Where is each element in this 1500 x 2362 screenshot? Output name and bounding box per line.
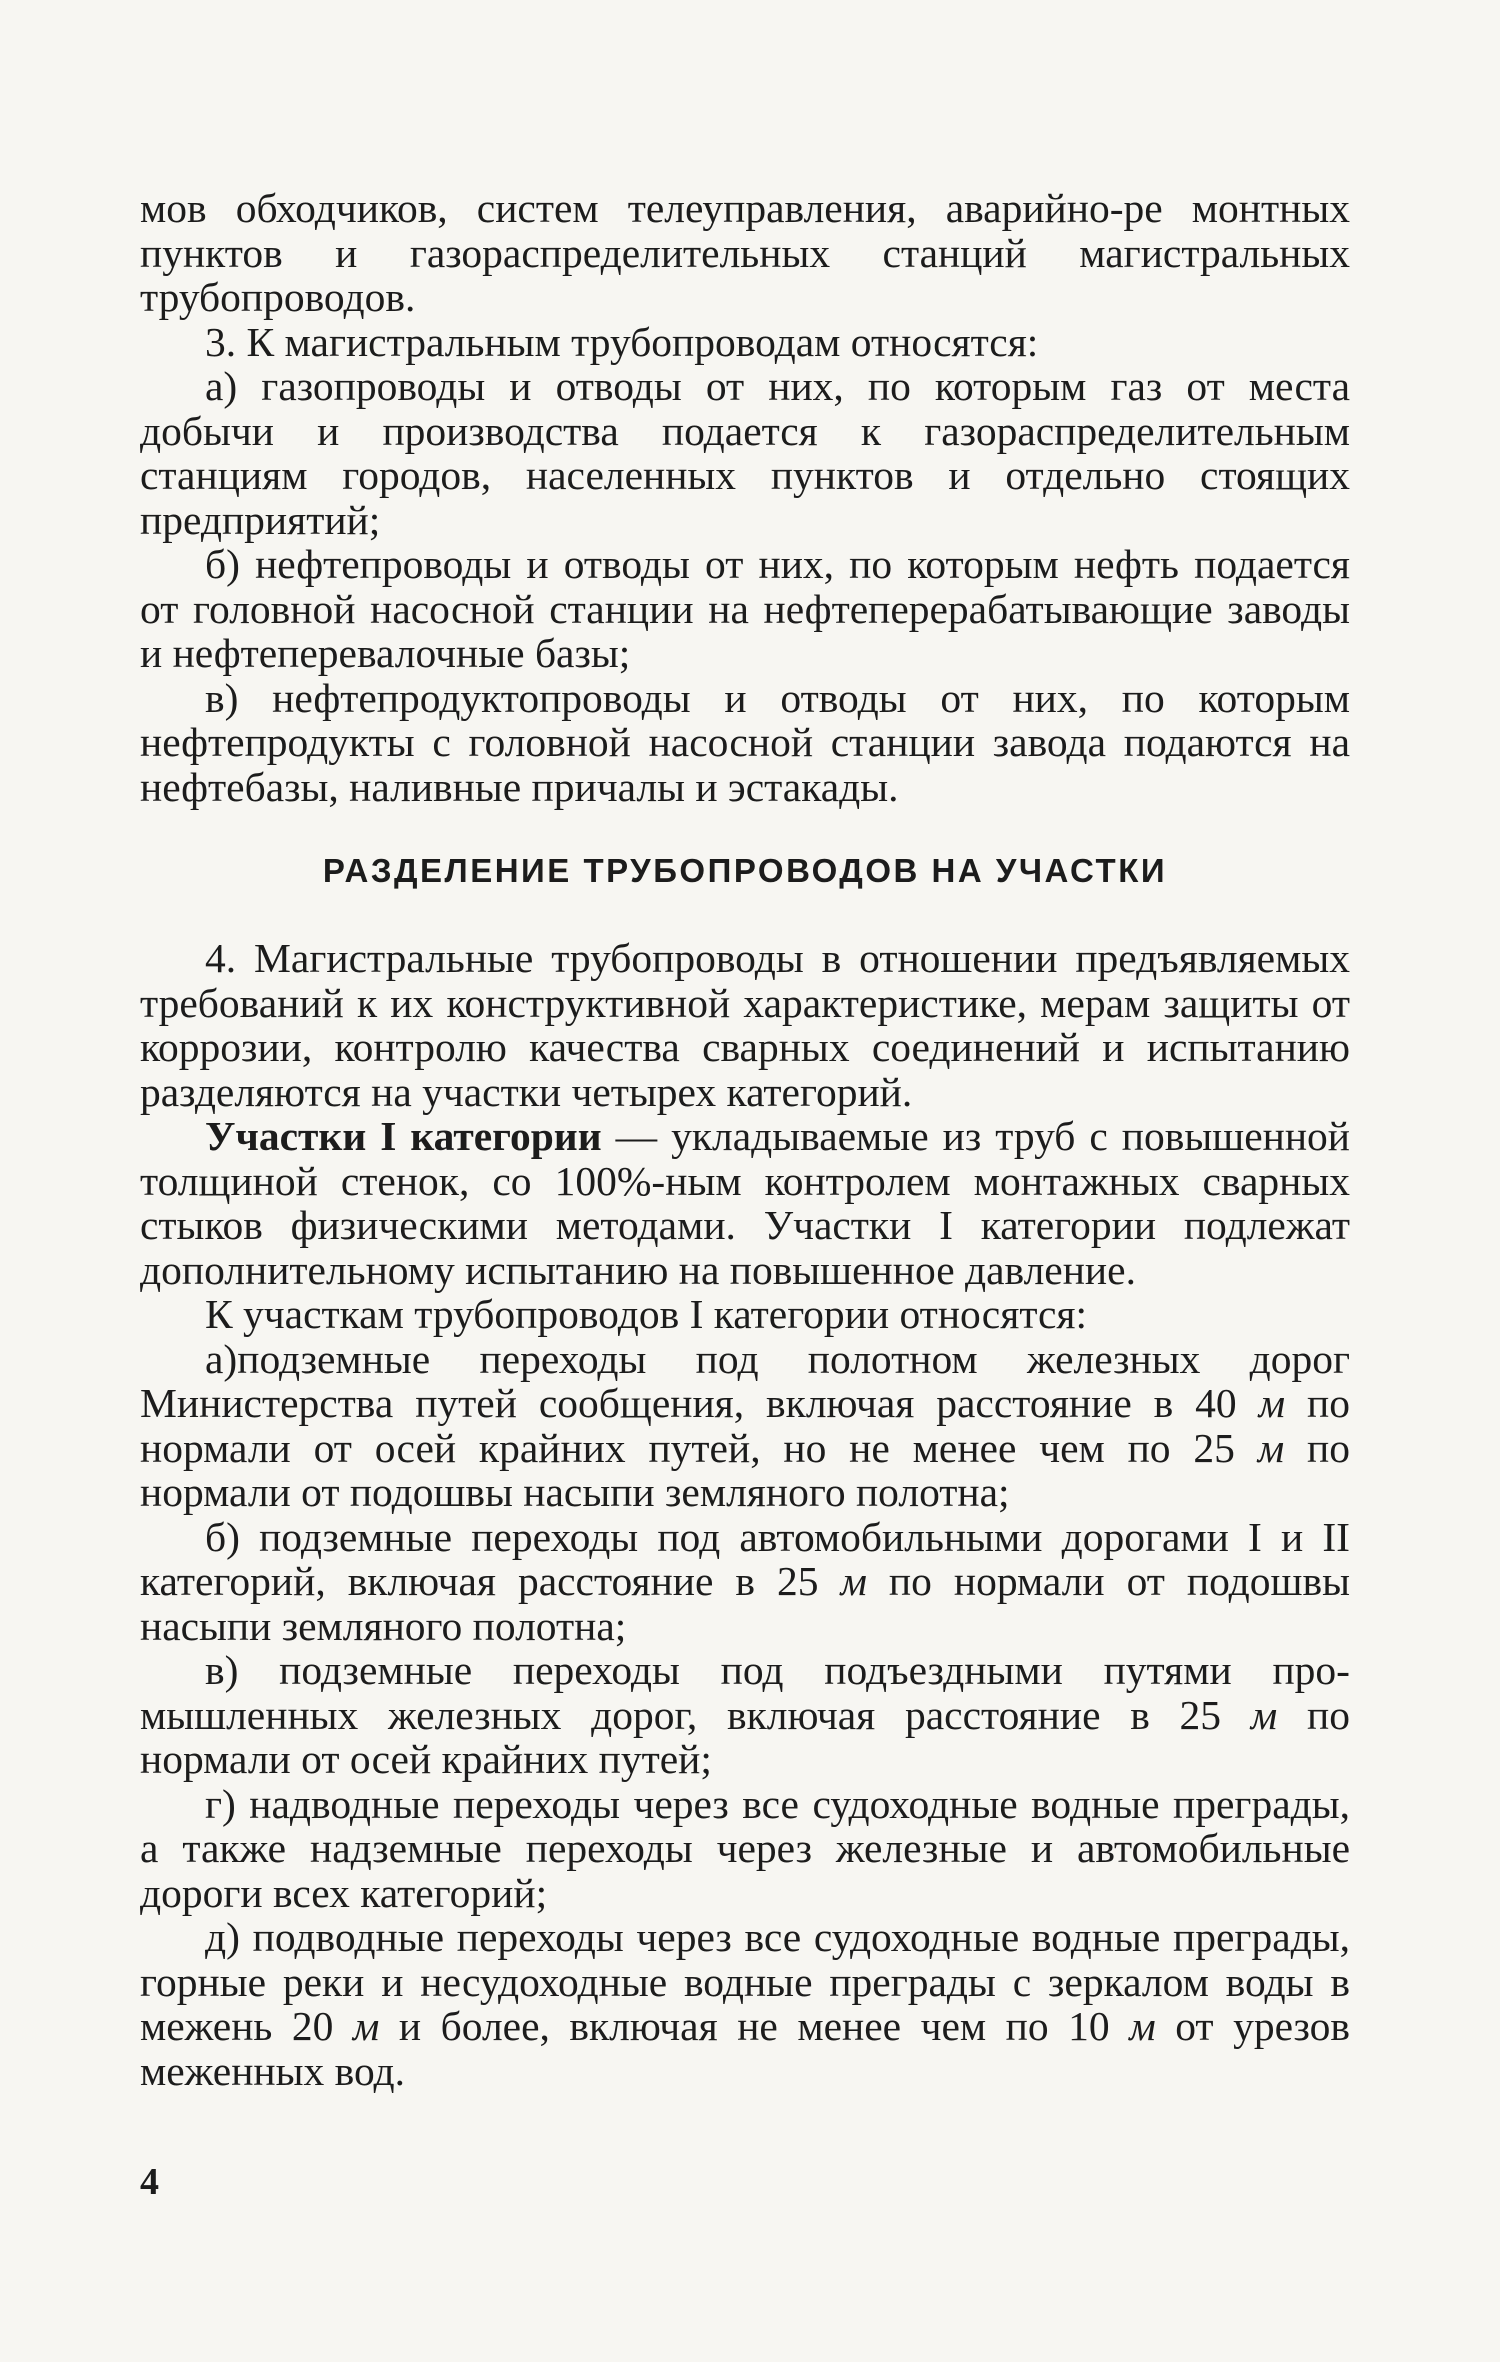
unit-meter: м: [1250, 1691, 1278, 1738]
paragraph-6: К участкам трубопроводов I категории относятся:: [205, 1291, 1087, 1337]
unit-meter: м: [352, 2003, 380, 2049]
paragraph-3b: б) нефтепроводы и отводы от них, по которым нефть подается от головной насосной станции на нефтеперерабатывающие заводы и нефтеперевалочные базы;: [140, 541, 1350, 676]
paragraph-3c: в) нефтепродуктопроводы и отводы от них, по которым нефтепродукты с головной насосной станции завода подаются на нефтебазы, наливные причалы и эстакады.: [140, 674, 1350, 810]
unit-meter: м: [1258, 1380, 1286, 1426]
paragraph-6e: [140, 1915, 1350, 2093]
unit-meter: м: [840, 1558, 867, 1604]
paragraph-5: [140, 1114, 1350, 1292]
paragraph-6b: [140, 1515, 1350, 1649]
paragraph-6a: [140, 1337, 1350, 1515]
unit-meter: м: [1257, 1424, 1285, 1471]
paragraph-intro: мов обходчиков, систем телеуправления, аварийно-ре монтных пунктов и газораспределительных станций магистральных трубопроводов.: [140, 185, 1350, 320]
category-1-term: Участки I категории: [205, 1113, 602, 1159]
category-1-definition: — укладываемые из труб с повышенной толщиной стенок, со 100%-ным контролем монтажных сварных стыков физическими методами. Участки I категории подлежат дополнительному испытанию на повышенное давление.: [140, 1113, 1350, 1293]
text-segment: от урезов меженных вод.: [140, 2003, 1350, 2094]
unit-meter: м: [1129, 2003, 1156, 2049]
paragraph-4: 4. Магистральные трубопроводы в отношении предъявляемых требований к их конструктивной характеристике, мерам защиты от коррозии, контролю качества сварных соединений и испытанию разделяются на участки четырех категорий.: [140, 935, 1350, 1115]
paragraph-3: 3. К магистральным трубопроводам относятся:: [205, 318, 1039, 365]
document-page: [140, 186, 1350, 2093]
text-segment: по нормали от подошвы насыпи земляного полотна;: [140, 1558, 1350, 1649]
page-number: 4: [140, 2161, 159, 2203]
text-segment: и более, включая не менее чем по 10: [379, 2003, 1130, 2049]
paragraph-6d: г) надводные переходы через все судоходные водные преграды, а также надземные переходы через железные и автомобильные дороги всех категорий;: [140, 1780, 1350, 1916]
text-segment: по нормали от осей крайних путей;: [140, 1691, 1350, 1782]
section-heading: РАЗДЕЛЕНИЕ ТРУБОПРОВОДОВ НА УЧАСТКИ: [322, 852, 1168, 889]
text-segment: по нормали от осей крайних путей, но не менее чем по 25: [140, 1380, 1350, 1471]
paragraph-6c: [140, 1648, 1350, 1782]
text-segment: б) подземные переходы под автомобильными дорогами I и II категорий, включая расстояние в 25: [140, 1513, 1350, 1604]
text-segment: д) подводные переходы через все судоходные водные преграды, горные реки и несудоходные водные преграды с зеркалом воды в межень 20: [140, 1914, 1350, 2049]
text-segment: а)подземные переходы под полотном железных дорог Министерства путей сообщения, включая расстояние в 40: [140, 1335, 1350, 1426]
text-segment: в) подземные переходы под подъездными путями промышленных железных дорог, включая расстояние в 25: [140, 1647, 1350, 1738]
text-segment: по нормали от подошвы насыпи земляного полотна;: [140, 1424, 1350, 1515]
paragraph-3a: а) газопроводы и отводы от них, по которым газ от места добычи и производства подается к газораспределительным станциям городов, населенных пунктов и отдельно стоящих предприятий;: [140, 363, 1350, 543]
